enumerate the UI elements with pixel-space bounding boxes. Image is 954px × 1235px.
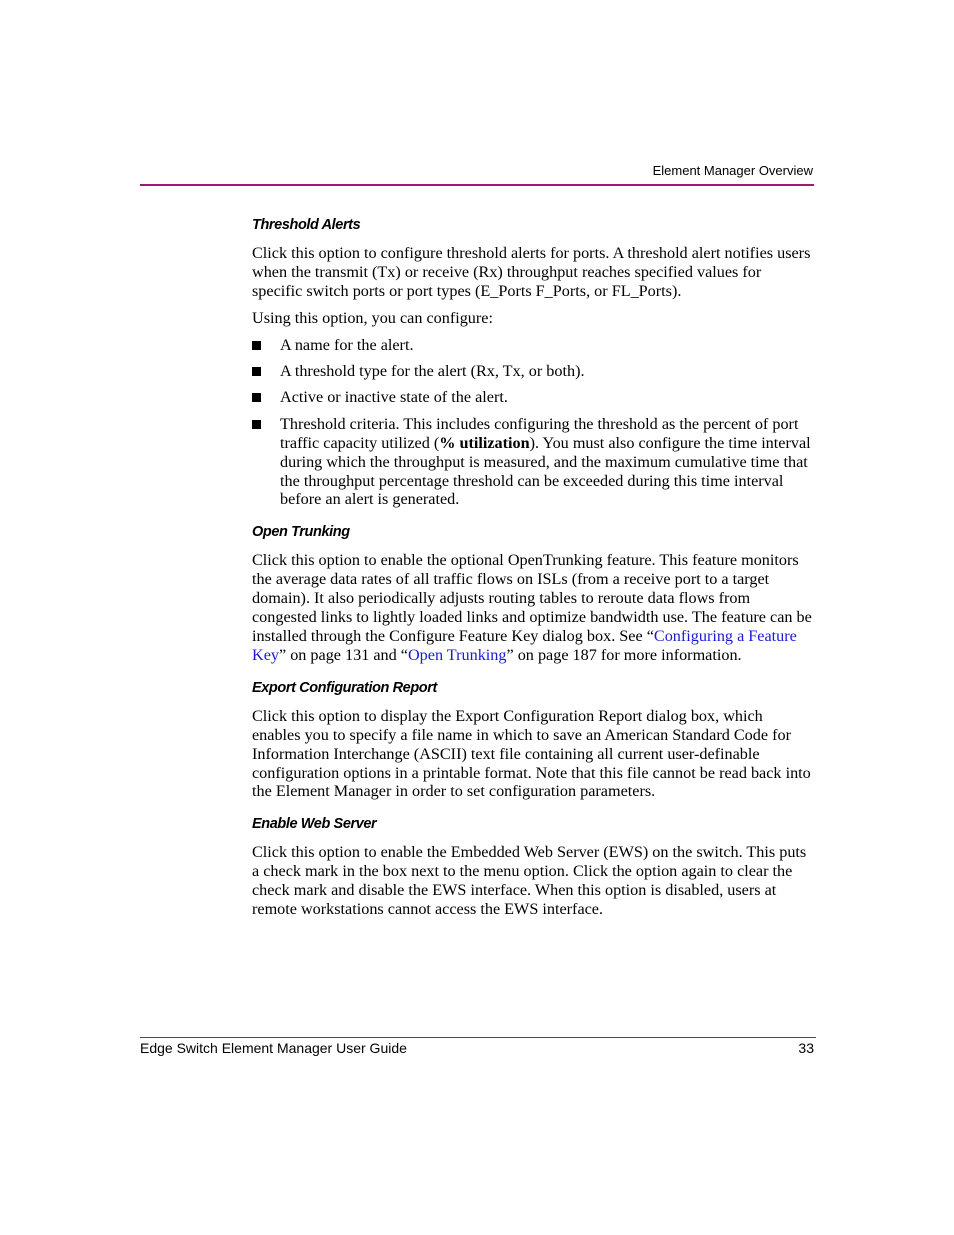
list-item-text: Active or inactive state of the alert. bbox=[280, 388, 508, 407]
web-server-paragraph: Click this option to enable the Embedded Web Server (EWS) on the switch. This puts a check mark in the box next to the menu option. Click the option again to clear the check mark and disable the EWS interface. When this option is disabled, users at remote workstations cannot access the EWS interface. bbox=[252, 843, 807, 919]
open-trunking-text-before: Click this option to enable the optional OpenTrunking feature. This feature monitors the average data rates of all traffic flows on ISLs (from a receive port to a target domain). It also periodically adjusts routing tables to reroute data flows from congested links to lightly loaded links and optimize bandwidth use. The feature can be installed through the Configure Feature Key dialog box. See “ bbox=[252, 551, 812, 645]
list-item bbox=[252, 415, 814, 510]
section-export-configuration-report bbox=[252, 679, 814, 802]
heading-threshold-alerts: Threshold Alerts bbox=[252, 217, 361, 233]
open-trunking-text-after: ” on page 187 for more information. bbox=[506, 645, 742, 664]
square-bullet-icon bbox=[252, 367, 261, 376]
open-trunking-paragraph bbox=[252, 551, 814, 664]
threshold-bullet-list bbox=[252, 336, 814, 510]
heading-open-trunking: Open Trunking bbox=[252, 524, 350, 541]
configuring-feature-key-link[interactable]: Configuring a Feature Key bbox=[252, 627, 797, 664]
header-rule bbox=[140, 184, 814, 186]
list-item-text-after: ). You must also configure the time interval during which the throughput is measured, and the maximum cumulative time that the throughput percentage threshold can be exceeded during this time interval before an alert is generated. bbox=[280, 433, 811, 509]
footer-guide-title: Edge Switch Element Manager User Guide bbox=[140, 1040, 407, 1056]
section-enable-web-server bbox=[252, 815, 814, 919]
footer-page-number: 33 bbox=[798, 1040, 814, 1056]
list-item bbox=[252, 336, 814, 355]
threshold-configure-paragraph: Using this option, you can configure: bbox=[252, 308, 493, 327]
section-open-trunking bbox=[252, 523, 814, 664]
square-bullet-icon bbox=[252, 420, 261, 429]
export-report-paragraph: Click this option to display the Export Configuration Report dialog box, which enables you to specify a file name in which to save an American Standard Code for Information Interchange (ASCII) text file containing all current user-definable configuration options in a printable format. Note that this file cannot be read back into the Element Manager in order to set configuration parameters. bbox=[252, 706, 811, 801]
list-item bbox=[252, 362, 814, 381]
list-item-text: A name for the alert. bbox=[280, 335, 414, 354]
threshold-intro-paragraph: Click this option to configure threshold alerts for ports. A threshold alert notifies users when the transmit (Tx) or receive (Rx) throughput reaches specified values for specific switch ports or port types (E_Ports F_Ports, or FL_Ports). bbox=[252, 244, 811, 300]
heading-export-configuration-report: Export Configuration Report bbox=[252, 679, 437, 696]
list-item-text: A threshold type for the alert (Rx, Tx, or both). bbox=[280, 362, 585, 381]
footer-rule bbox=[140, 1037, 816, 1038]
square-bullet-icon bbox=[252, 341, 261, 350]
utilization-bold-term: % utilization bbox=[439, 433, 530, 452]
square-bullet-icon bbox=[252, 393, 261, 402]
list-item bbox=[252, 388, 814, 407]
page-content bbox=[252, 216, 814, 933]
open-trunking-link[interactable]: Open Trunking bbox=[407, 645, 507, 664]
section-threshold-alerts bbox=[252, 216, 814, 509]
running-header: Element Manager Overview bbox=[652, 163, 813, 178]
list-item-text-before: Threshold criteria. This includes configuring the threshold as the percent of port traffic capacity utilized ( bbox=[280, 414, 799, 452]
heading-enable-web-server: Enable Web Server bbox=[252, 816, 377, 833]
open-trunking-text-mid: ” on page 131 and “ bbox=[278, 645, 408, 664]
